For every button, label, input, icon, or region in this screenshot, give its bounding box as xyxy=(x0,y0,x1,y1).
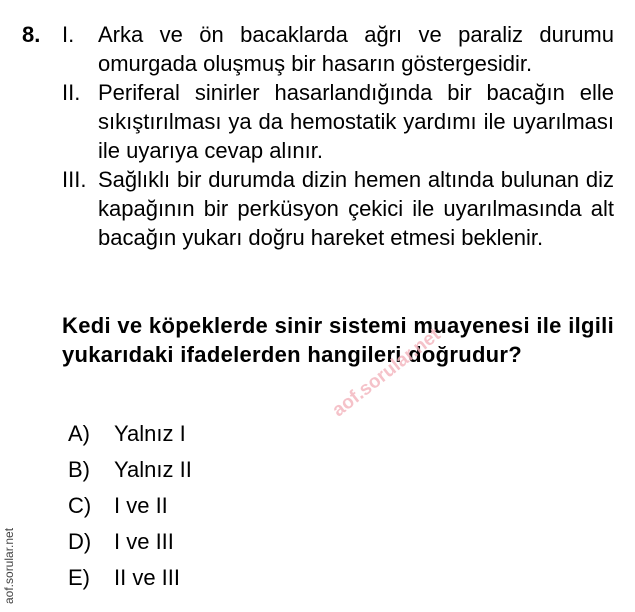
statement-1-numeral: I. xyxy=(62,22,75,47)
option-c-letter: C) xyxy=(68,493,92,518)
option-a-text: Yalnız I xyxy=(114,421,186,446)
statement-3-text: Sağlıklı bir durumda dizin hemen altında bulunan diz kapağının bir perküsyon çekici ile uyarılmasında alt bacağın yukarı doğru hareket etmesi beklenir. xyxy=(98,167,614,250)
statement-3-numeral: III. xyxy=(62,167,87,192)
statement-3 xyxy=(62,165,614,252)
watermark-side: aof.sorular.net xyxy=(2,527,16,604)
option-b[interactable] xyxy=(68,455,192,484)
statement-1-text: Arka ve ön bacaklarda ağrı ve paraliz durumu omurgada oluşmuş bir hasarın göstergesidir. xyxy=(98,22,614,76)
option-e[interactable] xyxy=(68,563,180,592)
option-d[interactable] xyxy=(68,527,174,556)
statement-2 xyxy=(62,78,614,165)
question-prompt: Kedi ve köpeklerde sinir sistemi muayenesi ile ilgili yukarıdaki ifadelerden hangileri doğrudur? xyxy=(62,313,614,367)
option-a-letter: A) xyxy=(68,421,90,446)
option-b-letter: B) xyxy=(68,457,90,482)
watermark-center: aof.sorular.net xyxy=(328,324,445,422)
option-b-text: Yalnız II xyxy=(114,457,192,482)
option-c[interactable] xyxy=(68,491,168,520)
statement-2-numeral: II. xyxy=(62,80,81,105)
option-a[interactable] xyxy=(68,419,186,448)
statement-1 xyxy=(62,20,614,78)
option-e-letter: E) xyxy=(68,565,90,590)
option-e-text: II ve III xyxy=(114,565,181,590)
option-d-text: I ve III xyxy=(114,529,174,554)
question-number: 8. xyxy=(22,22,41,47)
option-d-letter: D) xyxy=(68,529,92,554)
statement-2-text: Periferal sinirler hasarlandığında bir bacağın elle sıkıştırılması ya da hemostatik yardımı ile uyarılması ile uyarıya cevap alınır. xyxy=(98,80,614,163)
option-c-text: I ve II xyxy=(114,493,168,518)
